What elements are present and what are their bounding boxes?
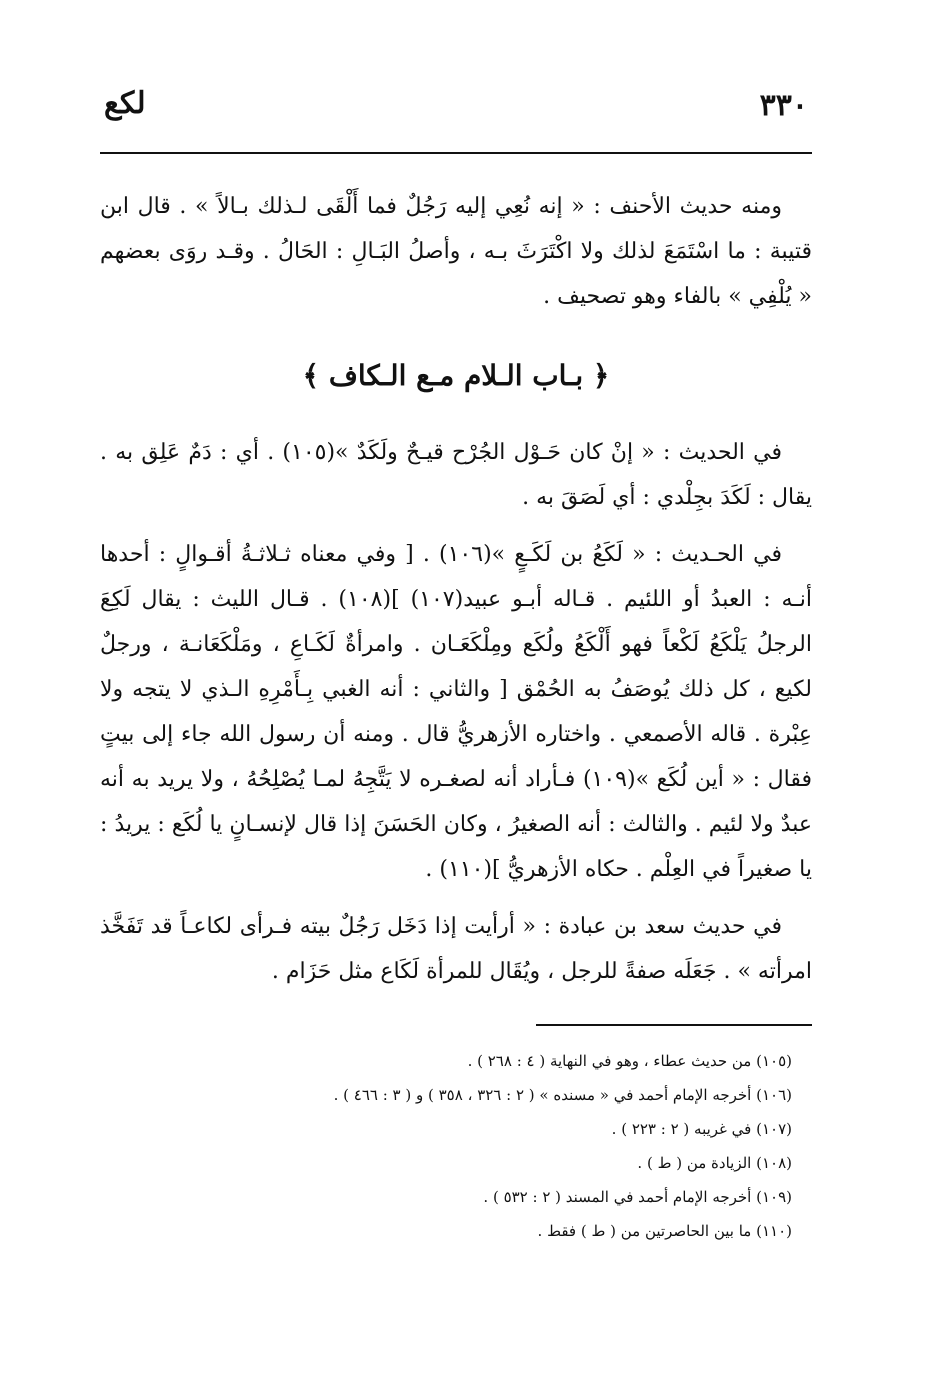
page-header [100,60,812,154]
footnote-105: (١٠٥) من حديث عطاء ، وهو في النهاية ( ٤ : ٢٦٨ ) . [467,1052,792,1070]
footnote-108: (١٠٨) الزيادة من ( ط ) . [637,1154,792,1172]
footnote-divider [536,1024,812,1026]
footnote-106: (١٠٦) أخرجه الإمام أحمد في « مسنده » ( ٢ : ٣٢٦ ، ٣٥٨ ) و ( ٣ : ٤٦٦ ) . [333,1086,792,1104]
section-heading: ﴿ بـاب الـلام مـع الـكاف ﴾ [302,359,610,392]
paragraph-lakad: في الحديث : « إنْ كان حَـوْل الجُرْح قيـحٌ ولَكَدٌ »(١٠٥) . أي : دَمٌ عَلِق به . يقال : لَكَدَ بجِلْدي : أي لَصَقَ به . [100,440,812,510]
running-head: لكع [104,86,146,121]
paragraph-saad: في حديث سعد بن عبادة : « أرأيت إذا دَخَل رَجُلٌ بيته فـرأى لكاعـاً قد تَفَخَّذ امرأته » . جَعَلَه صفةً للرجل ، ويُقَال للمرأة لَكَاع مثل حَزَام . [100,914,812,984]
main-text [100,184,812,994]
intro-paragraph: ومنه حديث الأحنف : « إنه نُعِي إليه رَجُلٌ فما أَلْقَى لـذلك بـالاً » . قال ابن قتيبة : ما اسْتَمَعَ لذلك ولا اكْتَرَثَ بـه ، وأصلُ البَـالِ : الحَالُ . وقـد روَى بعضهم « يُلْفِي » بالفاء وهو تصحيف . [100,194,812,309]
footnote-110: (١١٠) ما بين الحاصرتين من ( ط ) فقط . [537,1222,792,1240]
book-page [100,60,812,1248]
page-number: ٣٣٠ [759,88,808,123]
footnote-109: (١٠٩) أخرجه الإمام أحمد في المسند ( ٢ : ٥٣٢ ) . [483,1188,792,1206]
paragraph-lukaa: في الحـديث : « لَكَعُ بن لَكَـعٍ »(١٠٦) . [ وفي معناه ثـلاثـةُ أقـوالٍ : أحدها أنـه : العبدُ أو اللئيم . قـاله أبـو عبيد(١٠٧) ](١٠٨) . قـال الليث : يقال لَكِعَ الرجلُ يَلْكَعُ لَكْعاً فهو أَلْكَعُ ولُكَع ومِلْكَعَـان . وامرأةٌ لَكَـاعِ ، ومَلْكَعَانـة ، ورجلٌ لكيع ، كل ذلك يُوصَفُ به الحُمْق [ والثاني : أنه الغبي بِـأَمْرِهِ الـذي لا يتجه ولا عِبْرة . قاله الأصمعي . واختاره الأزهريُّ قال . ومنه أن رسول الله جاء إلى بيتٍ فقال : « أين لُكَع »(١٠٩) فـأراد أنه لصغـره لا يَتَّجِهُ لمـا يُصْلِحُهُ ، ولا يريد به أنه عبدٌ ولا لئيم . والثالث : أنه الصغيرُ ، وكان الحَسَنَ إذا قال لإنسـانٍ يا لُكَع : يريدُ : يا صغيراً في العِلْم . حكاه الأزهريُّ ](١١٠) . [100,542,813,882]
footnote-107: (١٠٧) في غريبه ( ٢ : ٢٢٣ ) . [611,1120,792,1138]
footnotes-list [100,1044,812,1248]
